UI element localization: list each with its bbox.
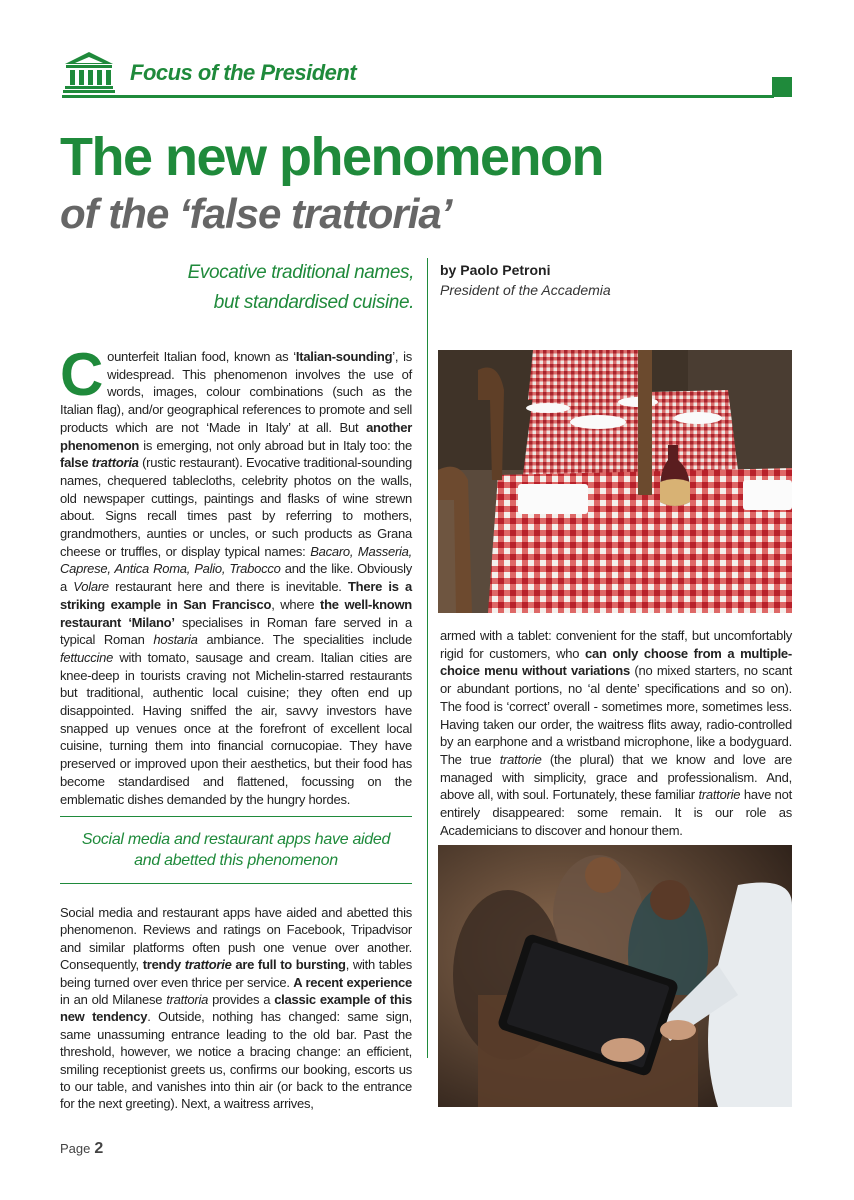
photo-trattoria-tables bbox=[438, 350, 792, 613]
article-body-intro: Counterfeit Italian food, known as ‘Italian-sounding’, is widespread. This phenomenon involves the use of words, images, colour combinations (such as the Italian flag), and/or geographical references to promote and sell products which are not ‘Made in Italy’ at all. But another phenomenon is emerging, not only abroad but in Italy too: the false trattoria (rustic restaurant). Evocative traditional-sounding names, chequered tablecloths, celebrity photos on the walls, old newspaper cuttings, paintings and flasks of wine strewn about. Signs recall times past by referring to mothers, grandmothers, aunties or uncles, or such products as Grana cheese or truffles, or display typical names: Bacaro, Masseria, Caprese, Antica Roma, Palio, Trabocco and the like. Obviously a Volare restaurant here and there is inevitable. There is a striking example in San Francisco, where the well-known restaurant ‘Milano’ specialises in Roman fare served in a typical Roman hostaria ambiance. The specialities include fettuccine with tomato, sausage and cream. Italian cities are knee-deep in tourists craving not Michelin-starred restaurants but traditional, authentic local cuisine; they often end up disappointed. Having sniffed the air, savvy investors have snapped up venues once at the forefront of excellent local cuisine, turning them into financial cornucopiae. They have preserved or improved upon their aesthetics, but their food has become standardised and flattened, focussing on the emblematic dishes demanded by the hungry hordes. bbox=[60, 341, 413, 807]
header-rule bbox=[62, 95, 774, 98]
article-body-conclusion: armed with a tablet: convenient for the staff, but uncomfortably rigid for customers, who can only choose from a multiple-choice menu without variations (no mixed starters, no scant or abundant portions, no ‘al dente’ specifications and so on). The food is ‘correct’ overall - sometimes more, sometimes less. Having taken our order, the waitress flits away, radio-controlled by an earphone and a wristband microphone, like a bodyguard. The true trattorie (the plural) that we know and love are managed with simplicity, grace and professionalism. And, above all, with soul. Fortunately, these familiar trattorie have not entirely disappeared: some remain. It is our role as Academicians to discover and honour them. bbox=[440, 628, 792, 838]
byline-role: President of the Accademia bbox=[440, 282, 611, 298]
tagline-line1: Evocative traditional names, bbox=[187, 262, 414, 283]
page-number-value: 2 bbox=[94, 1140, 104, 1157]
classical-building-icon bbox=[62, 50, 116, 94]
pull-quote-line2: and abetted this phenomenon bbox=[134, 852, 338, 869]
page-label: Page bbox=[60, 1141, 91, 1156]
article-title: The new phenomenon bbox=[60, 127, 604, 187]
section-label: Focus of the President bbox=[130, 60, 357, 85]
article-tagline bbox=[150, 258, 414, 318]
tagline-line2: but standardised cuisine. bbox=[213, 292, 414, 313]
page-number bbox=[60, 1140, 103, 1158]
byline-author: by Paolo Petroni bbox=[440, 262, 551, 278]
header-square bbox=[772, 77, 792, 97]
drop-cap: C bbox=[60, 341, 104, 408]
column-divider bbox=[427, 258, 428, 1058]
article-subtitle: of the ‘false trattoria’ bbox=[60, 190, 452, 237]
pull-quote-line1: Social media and restaurant apps have aided bbox=[81, 831, 391, 848]
byline bbox=[440, 260, 611, 300]
pull-quote bbox=[60, 816, 412, 884]
photo-waitress-tablet bbox=[438, 845, 792, 1107]
article-body-social: Social media and restaurant apps have aided and abetted this phenomenon. Reviews and ratings on Facebook, Tripadvisor and similar platforms often push one venue over another. Consequently, trendy trattorie are full to bursting, with tables being turned over even thrice per service. A recent experience in an old Milanese trattoria provides a classic example of this new tendency. Outside, nothing has changed: same sign, same unassuming entrance leading to the old bar. Past the threshold, however, we notice a bracing change: an efficient, smiling receptionist greets us, confirms our booking, escorts us to our table, and vanishes into thin air (or back to the entrance for the next greeting). Next, a waitress arrives, bbox=[60, 905, 413, 1112]
